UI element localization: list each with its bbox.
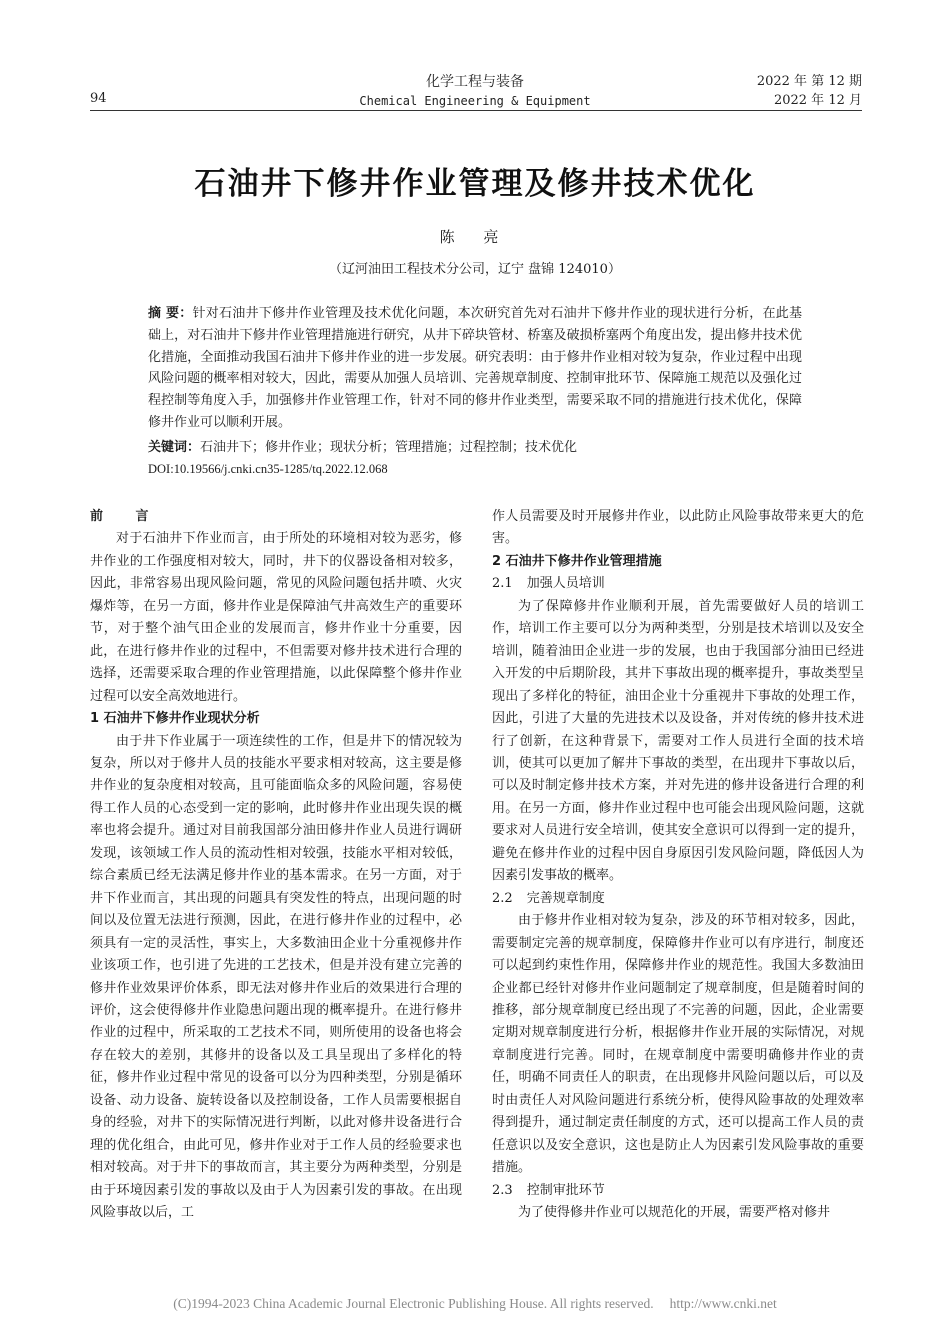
subsection-title: 控制审批环节 <box>526 1182 605 1198</box>
paragraph: 为了保障修井作业顺利开展，首先需要做好人员的培训工作，培训工作主要可以分为两种类型，分别是技术培训以及安全培训，随着油田企业进一步的发展，也由于我国部分油田已经进入开发的中后期阶段，其井下事故出现的概率提升，事故类型呈现出了多样化的特征，油田企业十分重视井下事故的处理工作，因此，引进了大量的先进技术以及设备，并对传统的修井技术进行了创新，在这种背景下，需要对工作人员进行全面的技术培训，使其可以更加了解井下事故的类型，在出现井下事故以后，可以及时制定修井技术方案，并对先进的修井设备进行合理的利用。在另一方面，修井作业过程中也可能会出现风险问题，这就要求对人员进行安全培训，使其安全意识可以得到一定的提升，避免在修井作业的过程中因自身原因引发风险问题，降低因人为因素引发事故的概率。 <box>492 598 864 884</box>
subsection-number: 2.3 <box>492 1182 513 1198</box>
journal-name-cn: 化学工程与装备 <box>426 74 524 90</box>
paragraph: 由于井下作业属于一项连续性的工作，但是井下的情况较为复杂，所以对于修井人员的技能水平要求相对较高，这主要是修井作业的复杂度相对较高，且可能面临众多的风险问题，容易使得工作人员的心态受到一定的影响，此时修井作业出现失误的概率也将会提升。通过对目前我国部分油田修井作业人员进行调研发现，该领域工作人员的流动性相对较强，技能水平相对较低，综合素质已经无法满足修井作业的基本需求。在另一方面，对于井下作业而言，其出现的问题具有突发性的特点，出现问题的时间以及位置无法进行预测，因此，在进行修井作业的过程中，必须具有一定的灵活性，事实上，大多数油田企业十分重视修井作业该项工作，也引进了先进的工艺技术，但是并没有建立完善的修井作业效果评价体系，即无法对修井作业后的效果进行合理的评价，这会使得修井作业隐患问题出现的概率提升。在进行修井作业的过程中，所采取的工艺技术不同，则所使用的设备也将会存在较大的差别，其修井的设备以及工具呈现出了多样化的特征，修井作业过程中常见的设备可以分为四种类型，分别是循环设备、动力设备、旋转设备以及控制设备，工作人员需要根据自身的经验，对井下的实际情况进行判断，以此对修井设备进行合理的优化组合，由此可见，修井作业对于工作人员的经验要求也相对较高。对于井下的事故而言，其主要分为两种类型，分别是由于环境因素引发的事故以及由于人为因素引发的事故。在出现风险事故以后，工 <box>90 733 462 1221</box>
affiliation: （辽河油田工程技术分公司，辽宁 盘锦 124010） <box>329 262 621 277</box>
copyright-footer <box>0 1296 950 1312</box>
issue-month: 2022 年 12 月 <box>773 93 862 108</box>
keywords-text: 石油井下；修井作业；现状分析；管理措施；过程控制；技术优化 <box>200 440 578 455</box>
copyright-text: (C)1994-2023 China Academic Journal Electronic Publishing House. All rights reserved. <box>173 1296 654 1311</box>
paper-title: 石油井下修井作业管理及修井技术优化 <box>194 166 756 202</box>
paragraph-continued: 作人员需要及时开展修井作业，以此防止风险事故带来更大的危害。 <box>492 509 864 547</box>
abstract-text: 针对石油井下修井作业管理及技术优化问题，本次研究首先对石油井下修井作业的现状进行分析，在此基础上，对石油井下修井作业管理措施进行研究，从井下碎块管材、桥塞及破损桥塞两个角度出发，提出修井技术优化措施，全面推动我国石油井下修井作业的进一步发展。研究表明：由于修井作业相对较为复杂，作业过程中出现风险问题的概率相对较大，因此，需要从加强人员培训、完善规章制度、控制审批环节、保障施工规范以及强化过程控制等角度入手，加强修井作业管理工作，针对不同的修井作业类型，需要采取不同的措施进行技术优化，保障修井作业可以顺利开展。 <box>148 306 802 430</box>
paragraph: 对于石油井下作业而言，由于所处的环境相对较为恶劣，修井作业的工作强度相对较大，同时，井下的仪器设备相对较多，因此，非常容易出现风险问题，常见的风险问题包括井喷、火灾爆炸等，在另一方面，修井作业是保障油气井高效生产的重要环节，对于整个油气田企业的发展而言，修井作业十分重要，因此，在进行修井作业的过程中，不但需要对修井技术进行合理的选择，还需要采取合理的作业管理措施，以此保障整个修井作业过程可以安全高效地进行。 <box>90 531 462 704</box>
preface-heading: 前 言 <box>90 509 163 524</box>
journal-name-en: Chemical Engineering & Equipment <box>359 94 591 108</box>
subsection-2-1-heading <box>492 573 864 595</box>
right-column <box>492 506 864 1225</box>
abstract <box>148 303 802 434</box>
subsection-number: 2.1 <box>492 576 513 592</box>
keywords <box>148 437 802 458</box>
abstract-label: 摘 要： <box>148 306 193 321</box>
section-2-heading: 2 石油井下修井作业管理措施 <box>492 553 662 569</box>
left-column <box>90 506 462 1225</box>
page-number: 94 <box>90 91 107 106</box>
subsection-number: 2.2 <box>492 890 513 906</box>
cnki-link[interactable]: http://www.cnki.net <box>669 1296 777 1311</box>
doi: DOI:10.19566/j.cnki.cn35-1285/tq.2022.12.068 <box>148 462 388 476</box>
author: 陈 亮 <box>439 228 511 246</box>
subsection-2-2-heading <box>492 888 864 910</box>
header-rule <box>90 110 862 111</box>
keywords-label: 关键词： <box>148 440 201 455</box>
subsection-2-3-heading <box>492 1180 864 1202</box>
section-1-heading: 1 石油井下修井作业现状分析 <box>90 711 260 727</box>
subsection-title: 完善规章制度 <box>526 890 605 906</box>
paragraph: 由于修井作业相对较为复杂，涉及的环节相对较多，因此，需要制定完善的规章制度，保障修井作业可以有序进行，制度还可以起到约束性作用，保障修井作业的规范性。我国大多数油田企业都已经针对修井作业问题制定了规章制度，但是随着时间的推移，部分规章制度已经出现了不完善的问题，因此，企业需要定期对规章制度进行分析，根据修井作业开展的实际情况，对规章制度进行完善。同时，在规章制度中需要明确修井作业的责任，明确不同责任人的职责，在出现修井风险问题以后，可以及时由责任人对风险问题进行系统分析，使得风险事故的处理效率得到提升，通过制定责任制度的方式，还可以提高工作人员的责任意识以及安全意识，这也是防止人为因素引发风险事故的重要措施。 <box>492 913 864 1176</box>
subsection-title: 加强人员培训 <box>526 576 605 592</box>
paragraph: 为了使得修井作业可以规范化的开展，需要严格对修井 <box>518 1205 831 1221</box>
issue-label: 2022 年 第 12 期 <box>756 74 862 89</box>
